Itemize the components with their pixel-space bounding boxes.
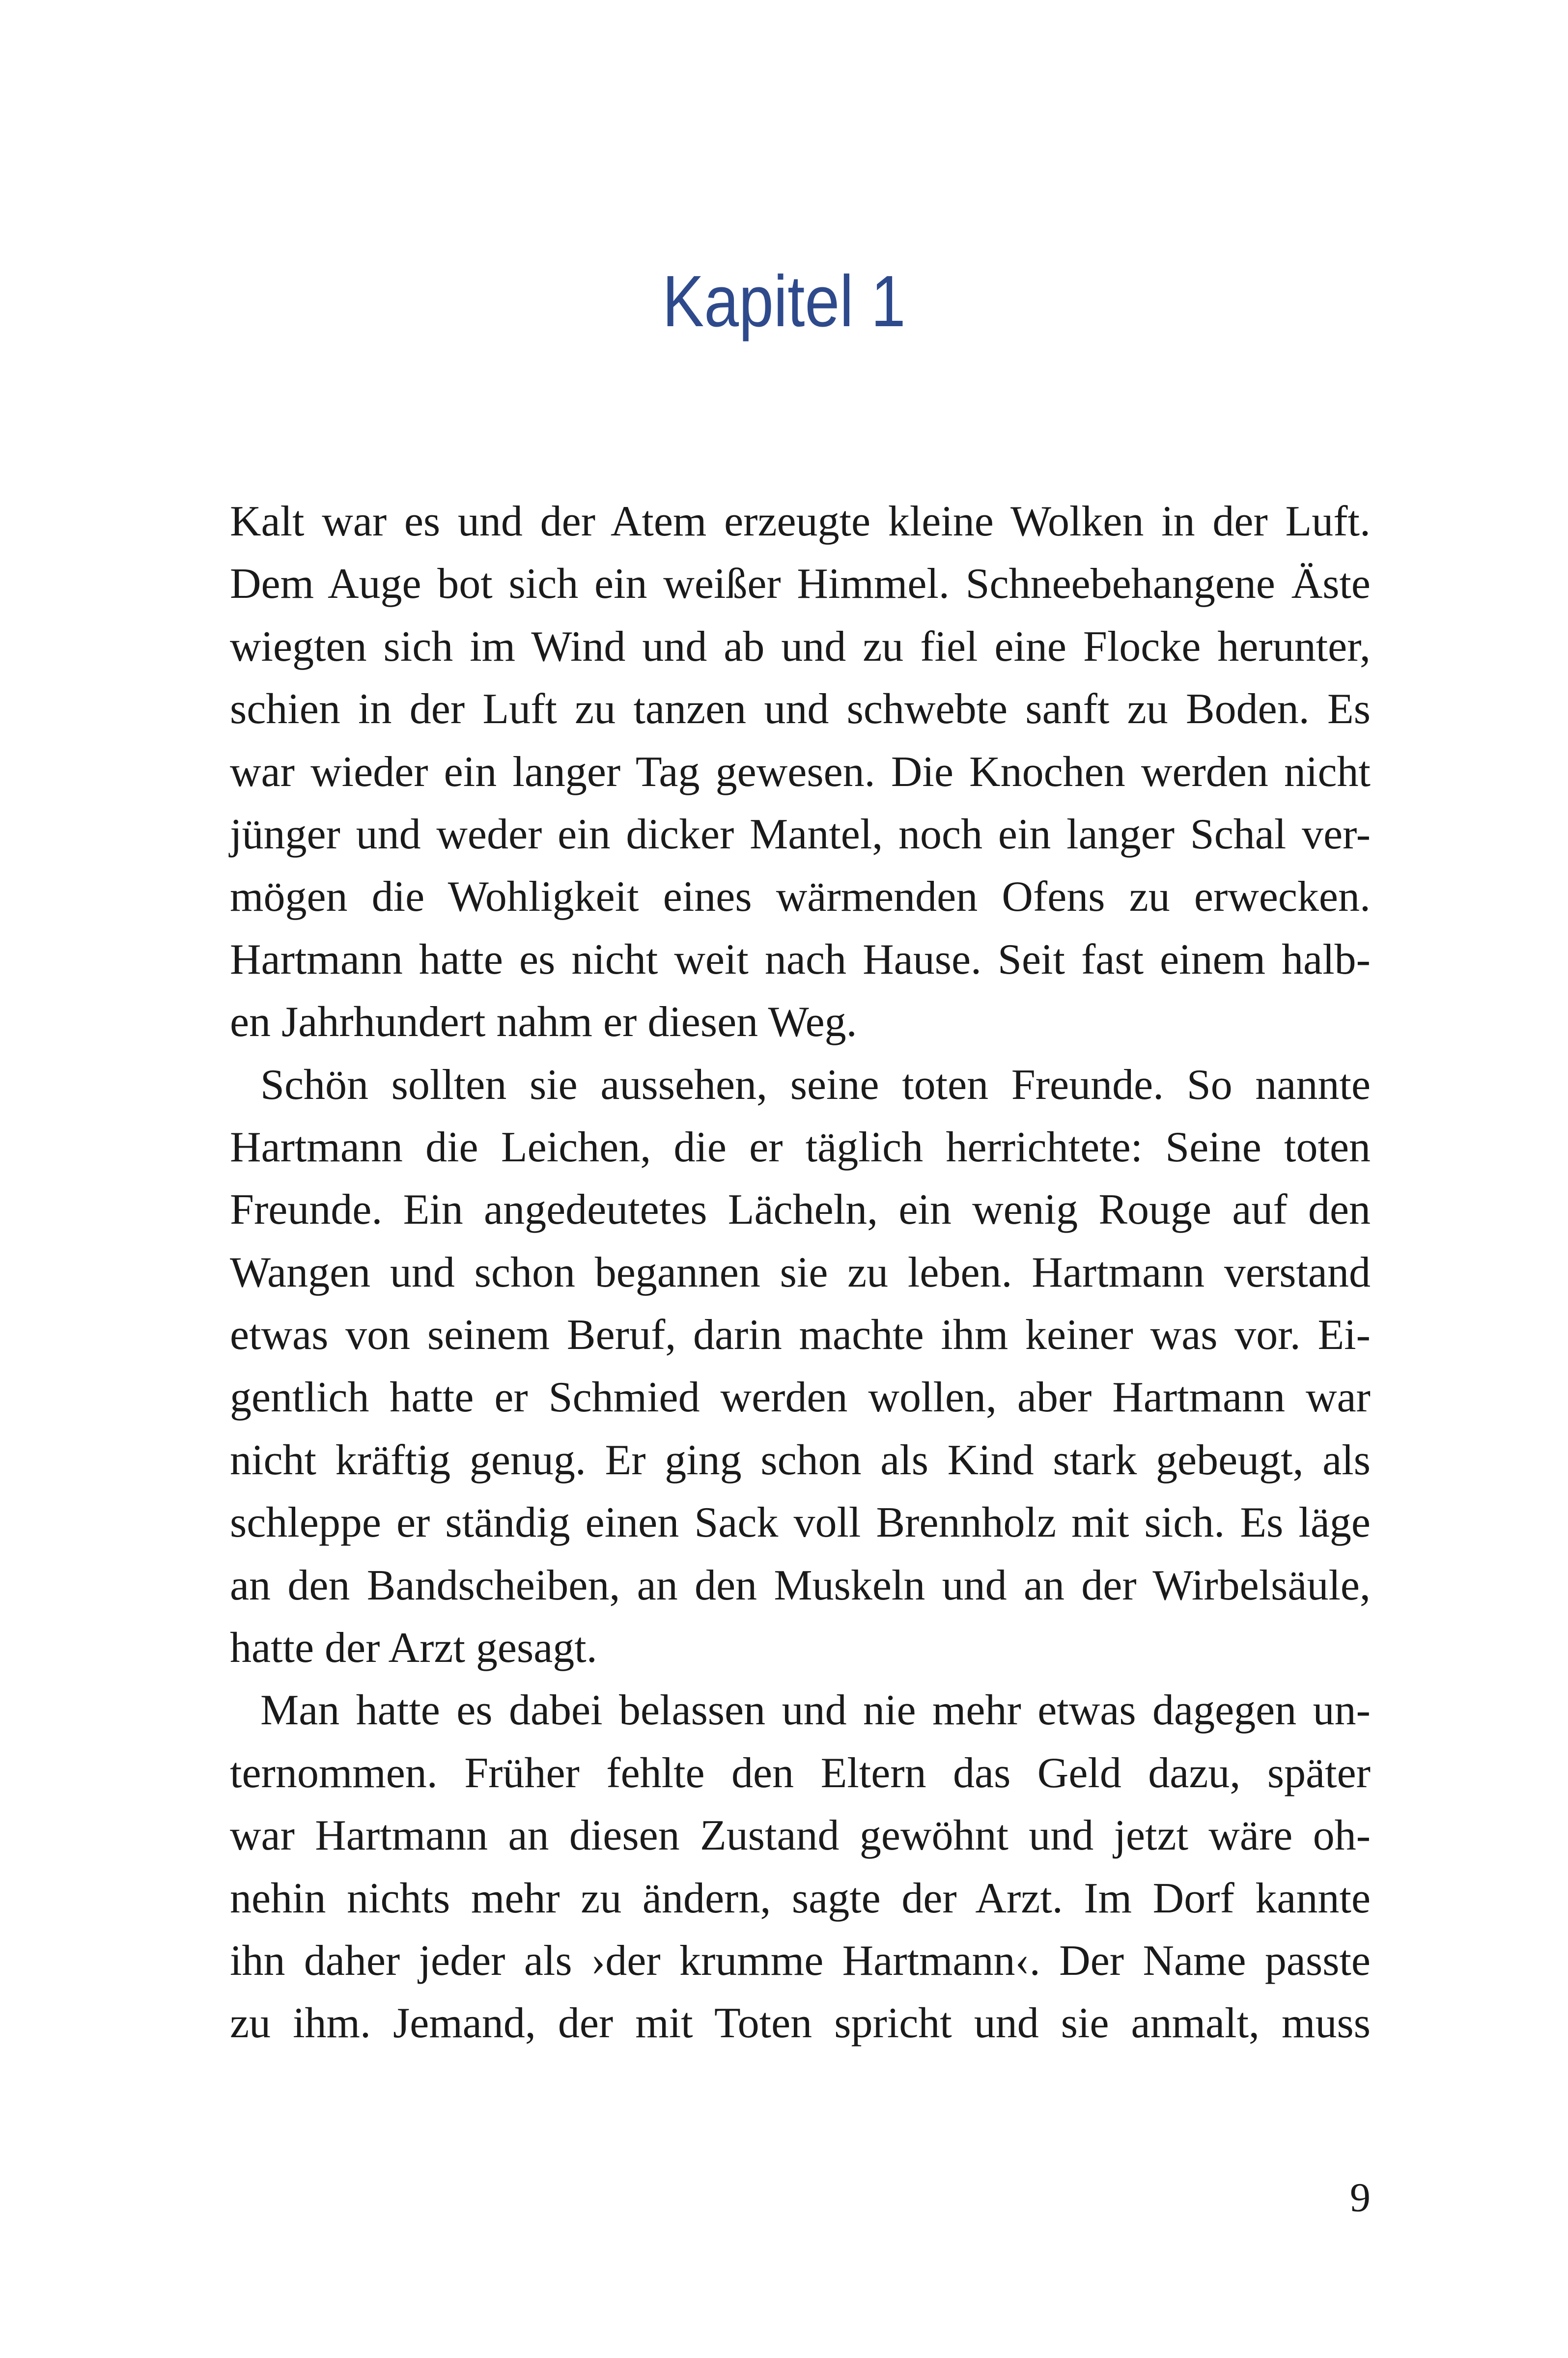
text-line: jünger und weder ein dicker Mantel, noch ein langer Schal ver- bbox=[230, 810, 1371, 858]
text-line: an den Bandscheiben, an den Muskeln und an der Wirbelsäule, bbox=[230, 1561, 1371, 1609]
text-line: Man hatte es dabei belassen und nie mehr etwas dagegen un- bbox=[260, 1686, 1371, 1735]
text-line: Kalt war es und der Atem erzeugte kleine Wolken in der Luft. bbox=[230, 498, 1371, 545]
text-line: Wangen und schon begannen sie zu leben. Hartmann verstand bbox=[230, 1248, 1371, 1296]
text-line: Hartmann hatte es nicht weit nach Hause. Seit fast einem halb- bbox=[230, 935, 1371, 983]
text-line: gentlich hatte er Schmied werden wollen, aber Hartmann war bbox=[230, 1374, 1371, 1422]
text-line: nehin nichts mehr zu ändern, sagte der Arzt. Im Dorf kannte bbox=[230, 1874, 1371, 1922]
text-line: schien in der Luft zu tanzen und schwebte sanft zu Boden. Es bbox=[230, 685, 1371, 733]
text-line: schleppe er ständig einen Sack voll Brennholz mit sich. Es läge bbox=[230, 1499, 1371, 1547]
text-line: ternommen. Früher fehlte den Eltern das Geld dazu, später bbox=[230, 1749, 1371, 1797]
text-line: wiegten sich im Wind und ab und zu fiel eine Flocke herunter, bbox=[230, 622, 1371, 671]
text-line: en Jahrhundert nahm er diesen Weg. bbox=[230, 998, 857, 1046]
page-number: 9 bbox=[1350, 2175, 1371, 2220]
text-line: ihn daher jeder als ›der krumme Hartmann‹. Der Name passte bbox=[230, 1937, 1371, 1985]
body-text bbox=[230, 490, 1371, 2055]
text-line: Schön sollten sie aussehen, seine toten Freunde. So nannte bbox=[260, 1061, 1371, 1109]
text-line: zu ihm. Jemand, der mit Toten spricht und sie anmalt, muss bbox=[230, 1999, 1371, 2048]
text-line: Dem Auge bot sich ein weißer Himmel. Schneebehangene Äste bbox=[230, 560, 1371, 608]
text-line: mögen die Wohligkeit eines wärmenden Ofens zu erwecken. bbox=[230, 873, 1371, 921]
text-line: war wieder ein langer Tag gewesen. Die Knochen werden nicht bbox=[230, 748, 1371, 796]
text-line: etwas von seinem Beruf, darin machte ihm keiner was vor. Ei- bbox=[230, 1311, 1371, 1359]
text-line: Hartmann die Leichen, die er täglich herrichtete: Seine toten bbox=[230, 1123, 1371, 1171]
chapter-title: Kapitel 1 bbox=[662, 261, 906, 342]
text-line: nicht kräftig genug. Er ging schon als Kind stark gebeugt, als bbox=[230, 1436, 1371, 1484]
text-line: hatte der Arzt gesagt. bbox=[230, 1624, 597, 1672]
text-line: Freunde. Ein angedeutetes Lächeln, ein wenig Rouge auf den bbox=[230, 1186, 1371, 1234]
text-line: war Hartmann an diesen Zustand gewöhnt und jetzt wäre oh- bbox=[230, 1812, 1371, 1860]
